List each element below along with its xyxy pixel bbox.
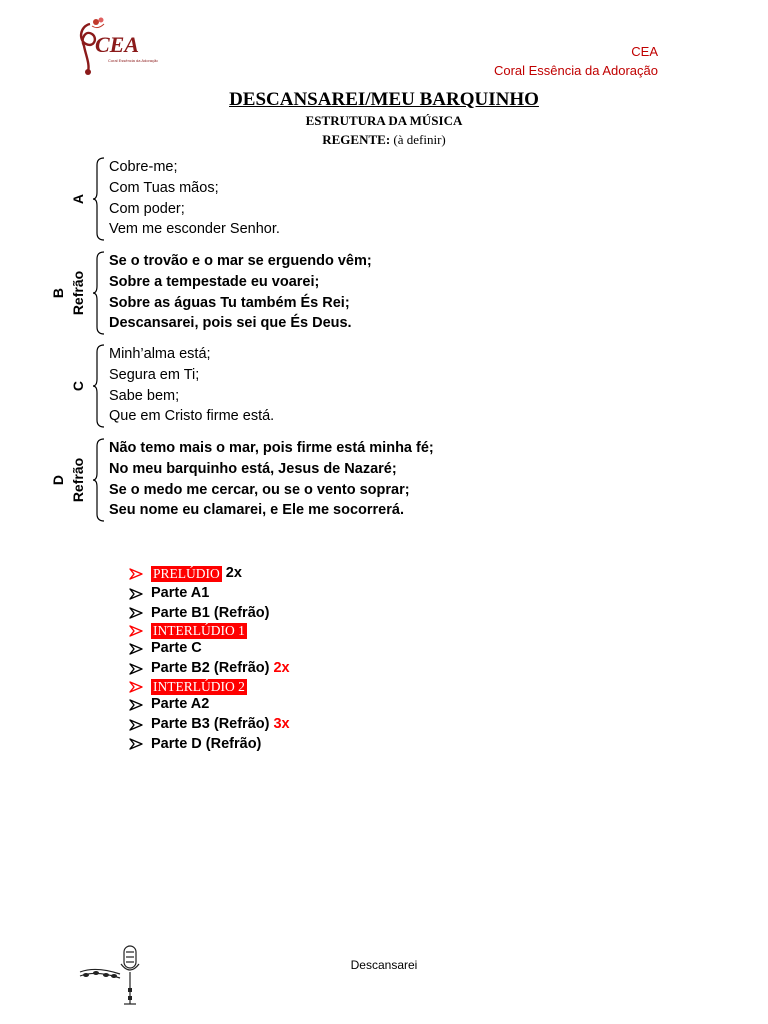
lyric-line: No meu barquinho está, Jesus de Nazaré; (109, 460, 397, 477)
section-letter (48, 438, 68, 522)
structure-item (128, 623, 290, 639)
section-tag-text: Refrão (70, 457, 87, 503)
regente-line (0, 132, 768, 148)
section-d (50, 438, 570, 522)
arrow-bullet-icon (128, 663, 144, 675)
structure-item (128, 639, 290, 659)
arrow-bullet-icon (128, 588, 144, 600)
section-letter (68, 344, 88, 428)
lyric-line: Segura em Ti; (109, 366, 200, 383)
footer-text: Descansarei (350, 958, 418, 972)
microphone-music-icon (76, 942, 156, 1010)
arrow-bullet-icon (128, 643, 144, 655)
structure-item (128, 735, 290, 755)
structure-item-label: Parte B3 (Refrão) (151, 715, 270, 732)
lyric-line: Sobre a tempestade eu voarei; (109, 273, 320, 290)
regente-value: (à definir) (393, 132, 446, 147)
structure-item (128, 659, 290, 679)
logo-text: CEA (95, 32, 140, 57)
lyric-line: Seu nome eu clamarei, e Ele me socorrerá. (109, 502, 404, 519)
lyric-line: Sabe bem; (109, 387, 180, 404)
arrow-bullet-icon (128, 699, 144, 711)
section-letter-text: A (70, 193, 86, 205)
section-b (50, 251, 570, 335)
treble-clef-icon (81, 24, 95, 75)
arrow-bullet-icon (128, 607, 144, 619)
section-a (50, 157, 570, 241)
arrow-bullet-icon (128, 568, 144, 580)
lyric-lines (109, 251, 579, 334)
lyric-line: Se o trovão e o mar se erguendo vêm; (109, 253, 372, 269)
section-tag-text: Refrão (70, 270, 87, 316)
lyric-line: Minh’alma está; (109, 346, 211, 362)
lyric-lines (109, 157, 579, 240)
structure-item-label: INTERLÚDIO 1 (153, 623, 245, 639)
structure-item-label: Parte A1 (151, 584, 210, 601)
lyric-line: Com Tuas mãos; (109, 179, 219, 196)
section-letter-text: C (70, 380, 86, 392)
lyric-line: Vem me esconder Senhor. (109, 221, 280, 238)
curly-brace-icon (92, 251, 106, 335)
arrow-bullet-icon (128, 625, 144, 637)
arrow-bullet-icon (128, 738, 144, 750)
section-letter (48, 251, 68, 335)
header-org-short: CEA (631, 44, 658, 59)
logo-small-text: Coral Essência da Adoração (108, 58, 158, 63)
structure-item-label: Parte D (Refrão) (151, 735, 262, 752)
song-title: DESCANSAREI/MEU BARQUINHO (229, 89, 539, 110)
lyric-line: Sobre as águas Tu também És Rei; (109, 294, 350, 311)
structure-item (128, 604, 290, 624)
lyric-line: Com poder; (109, 200, 185, 217)
structure-item-repeat: 2x (225, 565, 242, 581)
structure-list (128, 564, 290, 754)
section-c (50, 344, 570, 428)
structure-item (128, 584, 290, 604)
subtitle: ESTRUTURA DA MÚSICA (305, 113, 463, 128)
curly-brace-icon (92, 438, 106, 522)
section-letter-text: B (50, 287, 66, 299)
section-letter-text: D (50, 474, 66, 486)
lyric-line: Cobre-me; (109, 159, 178, 175)
arrow-bullet-icon (128, 719, 144, 731)
header-org-full: Coral Essência da Adoração (493, 63, 658, 78)
lyric-line: Não temo mais o mar, pois firme está minha fé; (109, 440, 434, 456)
structure-item (128, 679, 290, 695)
structure-item-repeat: 2x (273, 660, 290, 677)
structure-item-label: PRELÚDIO (153, 565, 220, 581)
flower-icon (92, 18, 104, 28)
section-letter (68, 157, 88, 241)
curly-brace-icon (92, 344, 106, 428)
structure-item-label: INTERLÚDIO 2 (153, 678, 245, 694)
structure-item-label: Parte B2 (Refrão) (151, 660, 270, 677)
structure-item (128, 695, 290, 715)
lyric-lines (109, 438, 579, 521)
regente-label: REGENTE: (322, 132, 391, 147)
lyric-line: Se o medo me cercar, ou se o vento soprar; (109, 481, 410, 498)
lyric-lines (109, 344, 579, 427)
structure-item-repeat: 3x (273, 715, 290, 732)
structure-item-label: Parte C (151, 640, 202, 657)
structure-item (128, 715, 290, 735)
arrow-bullet-icon (128, 681, 144, 693)
lyric-line: Descansarei, pois sei que És Deus. (109, 315, 352, 332)
curly-brace-icon (92, 157, 106, 241)
section-tag (68, 438, 88, 522)
structure-item (128, 564, 290, 584)
lyric-line: Que em Cristo firme está. (109, 408, 275, 425)
cea-logo (68, 16, 158, 76)
structure-item-label: Parte A2 (151, 695, 210, 712)
structure-item-label: Parte B1 (Refrão) (151, 604, 270, 621)
section-tag (68, 251, 88, 335)
